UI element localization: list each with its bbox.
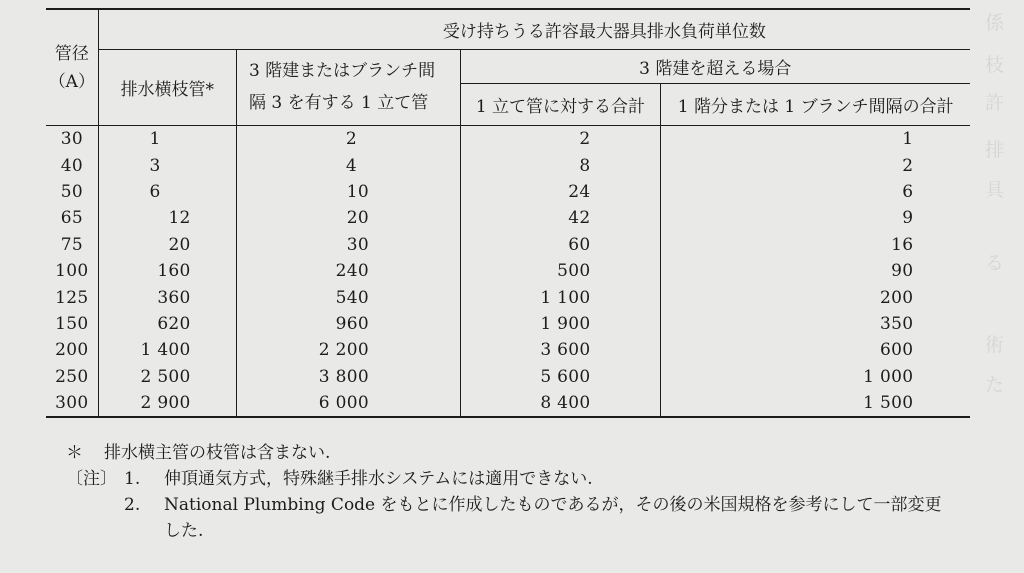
asterisk-note	[66, 440, 942, 466]
cell-stack3: 6 000	[318, 393, 369, 414]
note-1-text: 伸頂通気方式，特殊継手排水システムには適用できない.	[164, 469, 593, 489]
table-row	[46, 364, 970, 390]
table-row	[46, 179, 970, 205]
table-row	[46, 390, 970, 417]
drainage-load-table	[46, 8, 970, 418]
cell-stack3: 2	[345, 129, 357, 150]
cell-diameter: 40	[60, 155, 83, 176]
header-branch: 排水横枝管*	[98, 49, 236, 125]
header-tall-per-floor: 1 階分または 1 ブランチ間隔の合計	[661, 83, 970, 125]
note-2-continuation	[66, 518, 942, 544]
bleed-through-text: 排	[985, 139, 1005, 161]
header-stack-small-line1: 3 階建またはブランチ間	[248, 61, 436, 82]
bleed-through-text: 許	[985, 92, 1005, 114]
cell-stack3: 2 200	[318, 340, 369, 361]
note-2-index: 2.	[124, 495, 141, 515]
header-pipe-diameter-unit: （A）	[48, 71, 95, 92]
cell-total: 1 900	[540, 313, 591, 334]
header-stack-small-line2: 隔 3 を有する 1 立て管	[248, 93, 429, 114]
cell-stack3: 960	[335, 313, 369, 334]
cell-diameter: 50	[60, 181, 83, 202]
cell-per-floor: 1 500	[863, 393, 914, 414]
cell-total: 500	[557, 261, 591, 282]
cell-total: 8 400	[540, 393, 591, 414]
cell-per-floor: 16	[891, 234, 914, 255]
cell-total: 1 100	[540, 287, 591, 308]
header-stack-small	[236, 49, 460, 125]
cell-per-floor: 9	[902, 208, 914, 229]
cell-total: 42	[568, 208, 591, 229]
cell-branch: 12	[168, 208, 191, 229]
bleed-through-text: た	[985, 374, 1005, 396]
cell-diameter: 65	[60, 208, 83, 229]
asterisk-note-text: 排水横主管の枝管は含まない.	[104, 443, 331, 463]
table-notes	[66, 440, 942, 544]
cell-total: 5 600	[540, 366, 591, 387]
note-1	[66, 466, 942, 492]
cell-diameter: 200	[55, 340, 89, 361]
table-row	[46, 284, 970, 310]
cell-per-floor: 2	[902, 155, 914, 176]
cell-stack3: 20	[346, 208, 369, 229]
note-1-index: 1.	[124, 469, 141, 489]
header-tall-total: 1 立て管に対する合計	[460, 83, 661, 125]
table-row	[46, 126, 970, 153]
cell-stack3: 3 800	[318, 366, 369, 387]
bleed-through-text: る	[985, 252, 1005, 274]
cell-per-floor: 1	[902, 129, 914, 150]
cell-total: 2	[579, 129, 591, 150]
cell-per-floor: 200	[879, 287, 914, 308]
cell-total: 8	[579, 155, 591, 176]
cell-total: 3 600	[540, 340, 591, 361]
table-row	[46, 311, 970, 337]
cell-branch: 20	[168, 234, 191, 255]
header-pipe-diameter-label: 管径	[54, 43, 89, 64]
table-row	[46, 232, 970, 258]
cell-diameter: 75	[60, 234, 83, 255]
cell-branch: 3	[149, 155, 161, 176]
cell-per-floor: 1 000	[863, 366, 914, 387]
bleed-through-text: 枝	[985, 54, 1005, 76]
cell-branch: 1	[149, 129, 161, 150]
cell-stack3: 4	[345, 155, 357, 176]
cell-stack3: 10	[346, 181, 369, 202]
table-row	[46, 205, 970, 231]
cell-per-floor: 350	[879, 313, 914, 334]
cell-diameter: 150	[55, 313, 89, 334]
cell-per-floor: 6	[902, 181, 914, 202]
cell-total: 24	[568, 181, 591, 202]
note-2-continuation-text: した.	[164, 521, 204, 541]
cell-per-floor: 90	[891, 261, 914, 282]
cell-diameter: 300	[46, 390, 98, 417]
header-tall-group: 3 階建を超える場合	[460, 49, 970, 83]
bleed-through-text: 係	[985, 12, 1005, 34]
asterisk-mark: ＊	[66, 443, 83, 463]
note-2-text: National Plumbing Code をもとに作成したものであるが，その後の米国規格を参考にして一部変更	[164, 495, 942, 515]
table-row	[46, 337, 970, 363]
cell-diameter: 30	[60, 129, 83, 150]
cell-branch: 6	[149, 181, 161, 202]
bleed-through-text: 術	[985, 334, 1005, 356]
cell-branch: 1 400	[140, 340, 191, 361]
note-tag: 〔注〕	[66, 469, 117, 489]
cell-diameter: 125	[55, 287, 89, 308]
cell-stack3: 540	[335, 287, 369, 308]
note-2	[66, 492, 942, 518]
cell-branch: 2 900	[140, 393, 191, 414]
cell-diameter: 250	[55, 366, 89, 387]
cell-branch: 360	[157, 287, 191, 308]
cell-stack3: 240	[335, 261, 369, 282]
header-group-title: 受け持ちうる許容最大器具排水負荷単位数	[98, 9, 970, 49]
cell-total: 60	[568, 234, 591, 255]
cell-per-floor: 600	[879, 340, 914, 361]
table-row	[46, 152, 970, 178]
cell-branch: 160	[157, 261, 191, 282]
table-sheet	[46, 0, 970, 573]
table-row	[46, 258, 970, 284]
cell-branch: 620	[157, 313, 191, 334]
cell-diameter: 100	[55, 261, 89, 282]
header-pipe-diameter	[46, 9, 98, 125]
cell-stack3: 30	[346, 234, 369, 255]
cell-branch: 2 500	[140, 366, 191, 387]
bleed-through-text: 具	[985, 179, 1005, 201]
